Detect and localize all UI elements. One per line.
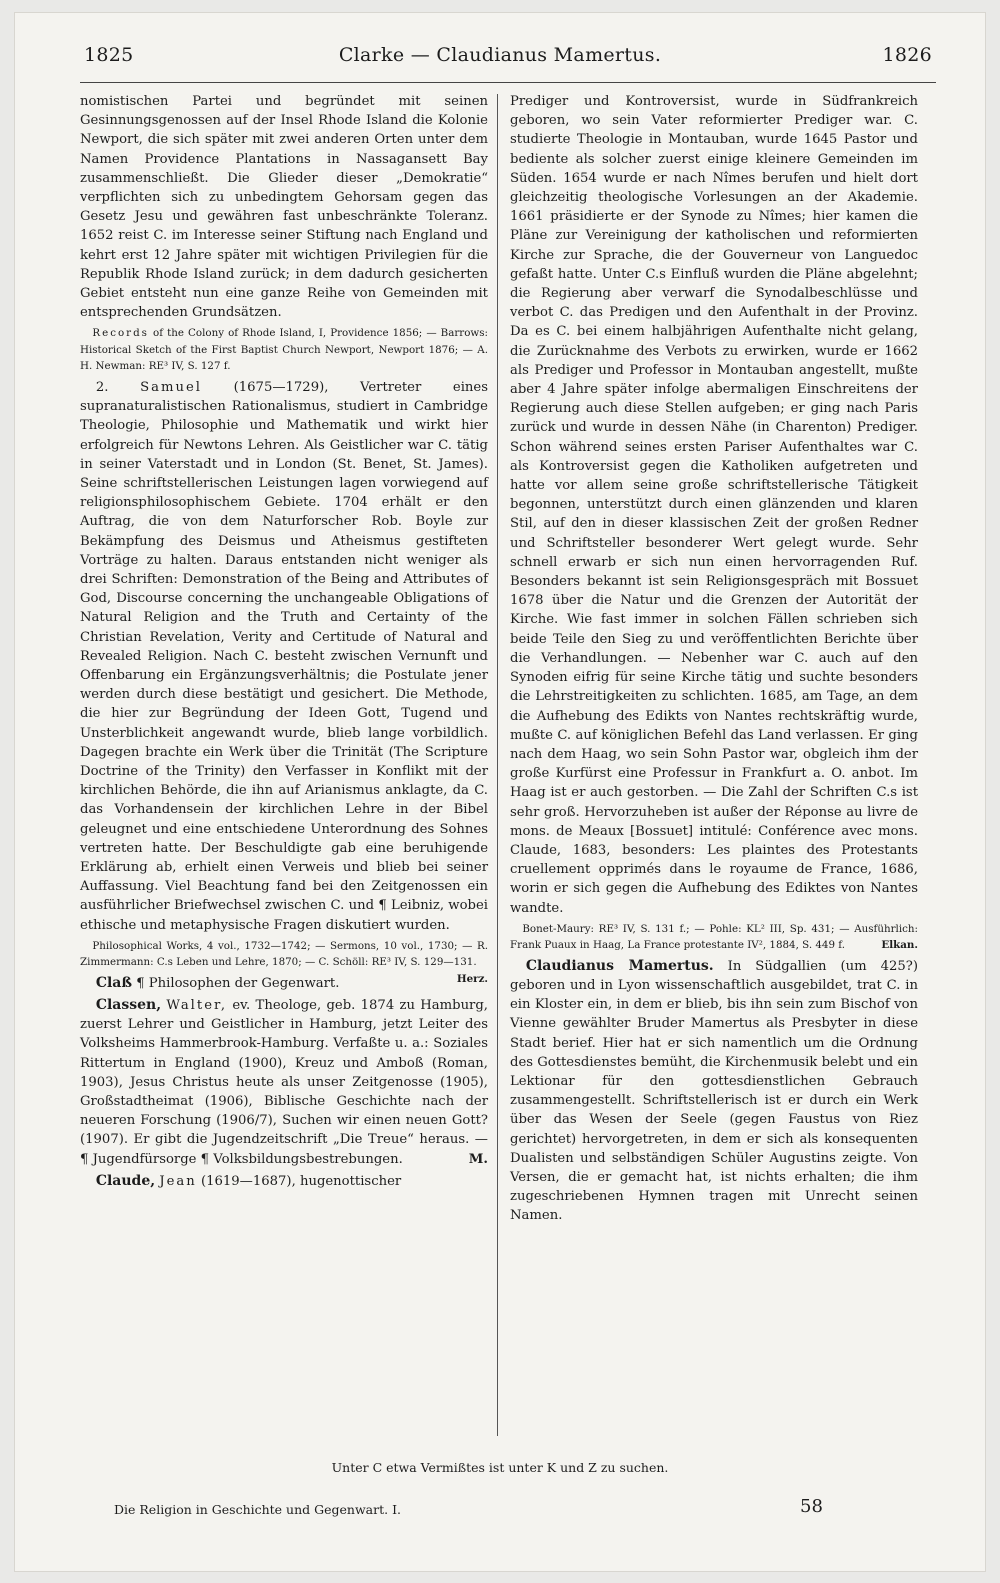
entry-samuel-clarke xyxy=(80,378,488,935)
entry-claudianus-mamertus xyxy=(510,957,918,1226)
author-signature: Herz. xyxy=(456,972,488,985)
entry-headword: Classen, xyxy=(95,997,162,1014)
entry-name: Samuel xyxy=(140,379,202,395)
entry-forename: Jean xyxy=(159,1173,197,1189)
literature-lead: Records xyxy=(92,327,149,340)
literature-note xyxy=(80,325,488,375)
sheet-number: 58 xyxy=(800,1496,823,1517)
right-column-number: 1826 xyxy=(882,44,932,66)
article-continuation-paragraph: nomistischen Partei und begründet mit seinen Gesinnungsgenossen auf der Insel Rhode Island die Kolonie Newport, die sich später mit zwei anderen Orten unter dem Namen Providence Plantations in Nassagansett Bay zusammenschließt. Die Glieder dieser „Demokratie“ verpflichten sich zu unbedingtem Gehorsam gegen das Gesetz Jesu und gewähren fast unbeschränkte Toleranz. 1652 reist C. im Interesse seiner Stiftung nach England und kehrt erst 12 Jahre später mit wichtigen Privilegien für die Republik Rhode Island zurück; in dem dadurch gesicherten Gebiet entsteht nun eine ganze Reihe von Gemeinden mit entsprechenden Grundsätzen. xyxy=(80,94,488,321)
series-title: Die Religion in Geschichte und Gegenwart. I. xyxy=(114,1502,401,1517)
article-continuation-paragraph: Prediger und Kontroversist, wurde in Südfrankreich geboren, wo sein Vater reformierter Prediger war. C. studierte Theologie in Montauban, wurde 1645 Pastor und bediente als solcher zuerst einige kleinere Gemeinden im Süden. 1654 wurde er nach Nîmes berufen und hielt dort gleichzeitig theologische Vorlesungen an der Akademie. 1661 präsidierte er der Synode zu Nîmes; hier kamen die Pläne zur Vereinigung der katholischen und reformierten Kirche zur Sprache, die der Gouverneur von Languedoc gefaßt hatte. Unter C.s Einfluß wurden die Pläne abgelehnt; die Regierung aber verwarf die Synodalbeschlüsse und verbot C. das Predigen und den Aufenthalt in der Provinz. Da es C. bei einem halbjährigen Aufenthalte nicht gelang, die Zurücknahme des Verbots zu erwirken, wurde er 1662 als Prediger und Professor in Montauban angestellt, mußte aber 4 Jahre später infolge abermaligen Einschreitens der Regierung auch diese Stellen aufgeben; er ging nach Paris zurück und wurde in dessen Nähe (in Charenton) Prediger. Schon während seines ersten Pariser Aufenthaltes war C. als Kontroversist gegen die Katholiken aufgetreten und hatte vor allem seine große schriftstellerische Tätigkeit begonnen, unterstützt durch einen glänzenden und klaren Stil, auf den in dieser klassischen Zeit der großen Redner und Schriftsteller besonderer Wert gelegt wurde. Sehr schnell erwarb er sich nun einen hervorragenden Ruf. Besonders bekannt ist sein Religionsgespräch mit Bossuet 1678 über die Natur und die Grenzen der Autorität der Kirche. Wie fast immer in solchen Fällen schrieben sich beide Teile den Sieg zu und veröffentlichten Berichte über die Verhandlungen. — Nebenher war C. auch auf den Synoden eifrig für seine Kirche tätig und suchte besonders die Lehrstreitigkeiten zu schlichten. 1685, am Tage, an dem die Aufhebung des Edikts von Nantes rechtskräftig wurde, mußte C. auf königlichen Befehl das Land verlassen. Er ging nach dem Haag, wo sein Sohn Pastor war, obgleich ihm der große Kurfürst eine Professur in Frankfurt a. O. anbot. Im Haag ist er auch gestorben. — Die Zahl der Schriften C.s ist sehr groß. Hervorzuheben ist außer der Réponse au livre de mons. de Meaux [Bossuet] intitulé: Conférence avec mons. Claude, 1683, besonders: Les plaintes des Protestants cruellement opprimés dans le royaume de France, 1686, worin er sich gegen die Aufhebung des Ediktes von Nantes wandte. xyxy=(510,94,918,916)
left-column-number: 1825 xyxy=(84,44,134,66)
entry-headword: Claß xyxy=(95,974,132,991)
entry-headword: Claude, xyxy=(95,1172,156,1189)
running-title: Clarke — Claudianus Mamertus. xyxy=(338,44,662,66)
entry-text: In Südgallien (um 425?) geboren und in Lyon wissenschaftlich ausgebildet, trat C. in ein Kloster ein, in dem er blieb, bis ihn sein zum Bischof von Vienne gewählter Bruder Mamertus als Presbyter in diese Stadt berief. Hier hat er sich namentlich um die Ordnung des Gottesdienstes bemüht, die Kirchenmusik belebt und ein Lektionar für den gottesdienstlichen Gebrauch zusammengestellt. Schriftstellerisch ist er durch ein Werk über das Wesen der Seele (gegen Faustus von Riez gerichtet) hervorgetreten, in dem er sich als konsequenten Dualisten und selbständigen Schüler Augustins zeigte. Von Versen, die er gemacht hat, ist nichts erhalten; die ihm zugeschriebenen Hymnen tragen mit Unrecht seinen Namen. xyxy=(510,958,918,1224)
entry-text: ev. Theologe, geb. 1874 zu Hamburg, zuerst Lehrer und Geistlicher in Hamburg, jetzt Leiter des Volksheims Hammerbrook-Hamburg. Verfaßte u. a.: Soziales Rittertum in England (1900), Kreuz und Amboß (Roman, 1903), Jesus Christus heute als unser Zeitgenosse (1905), Großstadtheimat (1906), Biblische Geschichte nach der neueren Forschung (1906/7), Suchen wir einen neuen Gott? (1907). Er gibt die Jugendzeitschrift „Die Treue“ heraus. — ¶ Jugendfürsorge ¶ Volksbildungsbestrebungen. xyxy=(80,998,488,1167)
entry-classen xyxy=(80,996,488,1169)
left-column xyxy=(80,92,488,1194)
page-header xyxy=(68,44,932,84)
header-rule xyxy=(80,82,936,83)
literature-text: of the Colony of Rhode Island, I, Providence 1856; — Barrows: Historical Sketch of the First Baptist Church Newport, Newport 1876; — A. H. Newman: RE³ IV, S. 127 f. xyxy=(80,327,488,373)
entry-headword: Claudianus Mamertus. xyxy=(525,957,714,974)
entry-text: ¶ Philosophen der Gegenwart. xyxy=(136,975,340,991)
entry-class xyxy=(80,974,488,993)
right-column xyxy=(510,92,918,1229)
entry-number: 2. xyxy=(95,379,109,395)
author-signature: Elkan. xyxy=(881,939,918,952)
literature-note xyxy=(510,921,918,954)
entry-text: (1619—1687), hugenottischer xyxy=(200,1173,402,1189)
entry-text: (1675—1729), Vertreter eines supranaturalistischen Rationalismus, studiert in Cambridge Theologie, Philosophie und Mathematik und wirkt hier erfolgreich für Newtons Lehren. Als Geistlicher war C. tätig in seiner Vaterstadt und in London (St. Benet, St. James). Seine schriftstellerischen Leistungen lagen vorwiegend auf religionsphilosophischem Gebiete. 1704 erhält er den Auftrag, die von dem Naturforscher Rob. Boyle zur Bekämpfung des Deismus und Atheismus gestifteten Vorträge zu halten. Daraus entstanden nicht weniger als drei Schriften: Demonstration of the Being and Attributes of God, Discourse concerning the unchangeable Obligations of Natural Religion and the Truth and Certainty of the Christian Revelation, Verity and Certitude of Natural and Revealed Religion. Nach C. besteht zwischen Vernunft und Offenbarung ein Ergänzungsverhältnis; die Postulate jener werden durch diese bestätigt und gesichert. Die Methode, die hier zur Begründung der Ideen Gott, Tugend und Unsterblichkeit angewandt wurde, blieb lange vorbildlich. Dagegen brachte ein Werk über die Trinität (The Scripture Doctrine of the Trinity) den Verfasser in Konflikt mit der kirchlichen Behörde, die ihn auf Arianismus anklagte, da C. das Vorhandensein der kirchlichen Lehre in der Bibel geleugnet und eine entschiedene Unterordnung des Sohnes vertreten hatte. Der Beschuldigte gab eine beruhigende Erklärung ab, erhielt einen Verweis und blieb bei seiner Auffassung. Viel Beachtung fand bei den Zeitgenossen ein ausführlicher Briefwechsel zwischen C. und ¶ Leibniz, wobei ethische und metaphysische Fragen diskutiert wurden. xyxy=(80,379,488,933)
column-divider xyxy=(497,94,498,1436)
entry-forename: Walter, xyxy=(166,998,228,1014)
author-signature: M. xyxy=(468,1151,488,1167)
literature-text: Philosophical Works, 4 vol., 1732—1742; — Sermons, 10 vol., 1730; — R. Zimmermann: C.s Leben und Lehre, 1870; — C. Schöll: RE³ IV, S. 129—131. xyxy=(80,939,488,969)
cross-reference-footnote: Unter C etwa Vermißtes ist unter K und Z zu suchen. xyxy=(331,1460,669,1475)
literature-text: Bonet-Maury: RE³ IV, S. 131 f.; — Pohle: KL² III, Sp. 431; — Ausführlich: Frank Puaux in Haag, La France protestante IV², 1884, S. 449 f. xyxy=(510,922,918,952)
entry-claude xyxy=(80,1172,488,1191)
